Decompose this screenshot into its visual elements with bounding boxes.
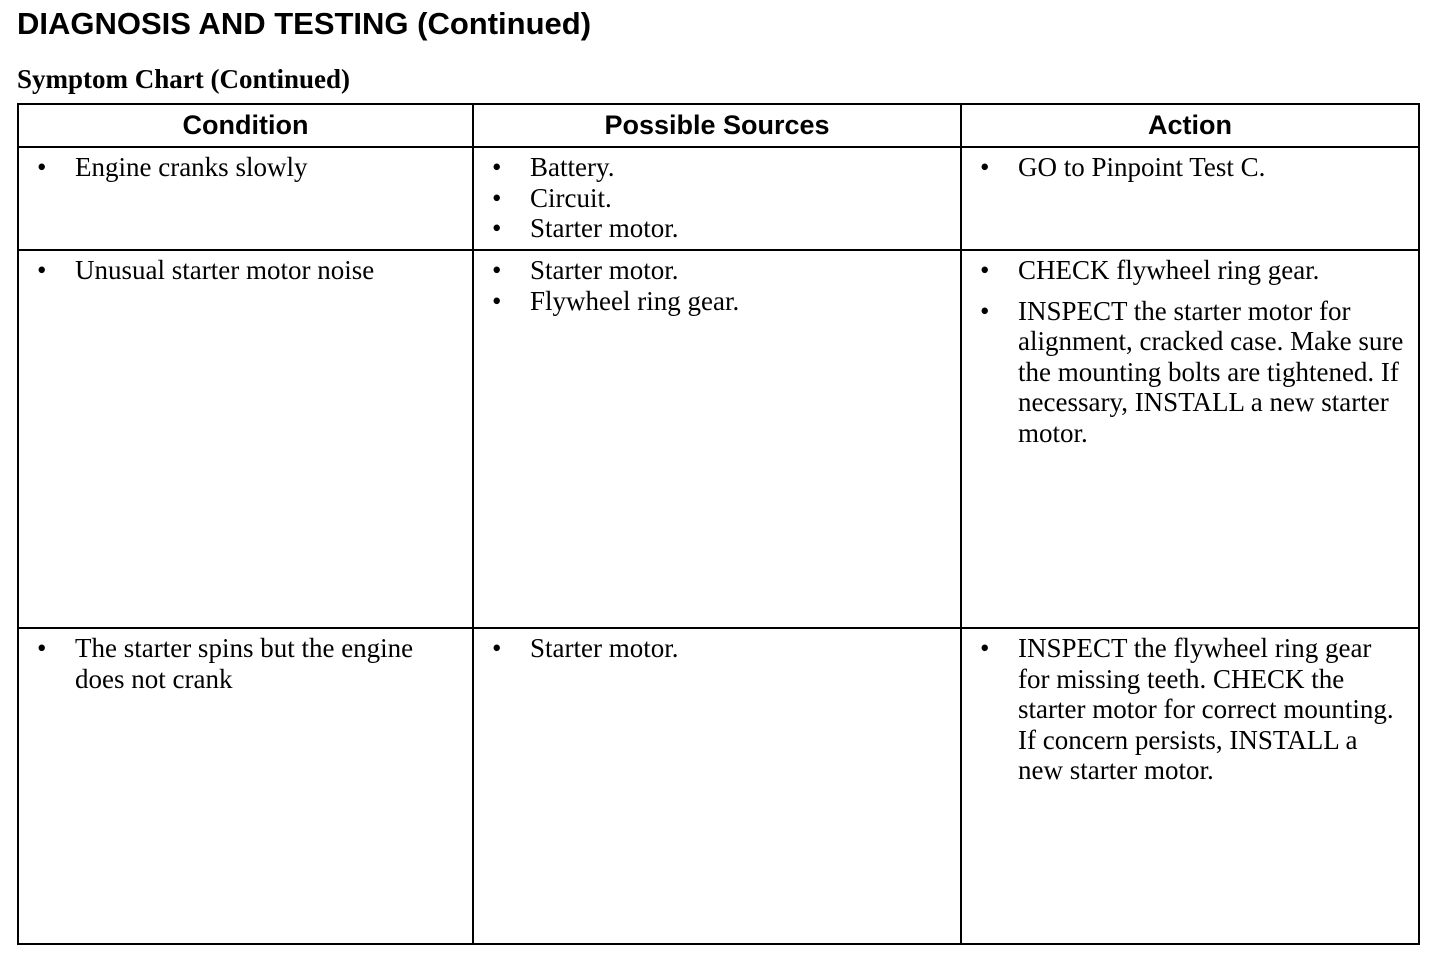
bullet-icon: • <box>37 152 47 182</box>
bullet-icon: • <box>492 152 502 182</box>
condition-cell <box>18 250 473 628</box>
table-header-row <box>18 104 1419 147</box>
bullet-icon: • <box>37 633 47 663</box>
bullet-icon: • <box>492 285 502 316</box>
bullet-icon: • <box>980 295 990 326</box>
bullet-icon: • <box>37 255 47 285</box>
list-item <box>33 152 458 183</box>
action-text: GO to Pinpoint Test C. <box>1018 152 1266 182</box>
sources-cell <box>473 250 961 628</box>
source-text: Starter motor. <box>530 633 679 663</box>
header-possible-sources: Possible Sources <box>473 104 961 147</box>
list-item <box>976 633 1404 786</box>
bullet-icon: • <box>980 152 990 182</box>
bullet-icon: • <box>492 633 502 663</box>
bullet-icon: • <box>492 182 502 213</box>
table-row <box>18 628 1419 944</box>
condition-cell <box>18 147 473 250</box>
list-item <box>976 152 1404 183</box>
condition-text: Unusual starter motor noise <box>75 255 375 285</box>
list-item <box>488 213 946 244</box>
source-text: Battery. <box>530 152 615 182</box>
bullet-icon: • <box>980 633 990 663</box>
list-item <box>488 286 946 317</box>
list-item <box>488 183 946 214</box>
sources-cell <box>473 628 961 944</box>
table-row <box>18 147 1419 250</box>
action-cell <box>961 628 1419 944</box>
bullet-icon: • <box>980 255 990 285</box>
source-text: Flywheel ring gear. <box>530 285 740 316</box>
source-text: Starter motor. <box>530 213 679 243</box>
symptom-chart-table <box>17 103 1420 945</box>
action-text: INSPECT the starter motor for alignment, cracked case. Make sure the mounting bolts are tightened. If necessary, INSTALL a new starter motor. <box>1018 295 1404 448</box>
condition-cell <box>18 628 473 944</box>
bullet-icon: • <box>492 255 502 285</box>
table-row <box>18 250 1419 628</box>
list-item <box>33 255 458 286</box>
list-item <box>976 296 1404 449</box>
section-heading: Symptom Chart (Continued) <box>17 64 351 94</box>
list-item <box>976 255 1404 286</box>
list-item <box>488 255 946 286</box>
condition-text: Engine cranks slowly <box>75 152 308 182</box>
list-item <box>488 633 946 664</box>
list-item <box>33 633 458 694</box>
action-cell <box>961 147 1419 250</box>
sources-cell <box>473 147 961 250</box>
source-text: Starter motor. <box>530 255 679 285</box>
action-text: CHECK flywheel ring gear. <box>1018 255 1320 285</box>
page-heading: DIAGNOSIS AND TESTING (Continued) <box>17 6 592 41</box>
action-text: INSPECT the flywheel ring gear for missing teeth. CHECK the starter motor for correct mounting. If concern persists, INSTALL a new starter motor. <box>1018 633 1394 785</box>
action-cell <box>961 250 1419 628</box>
bullet-icon: • <box>492 213 502 243</box>
list-item <box>488 152 946 183</box>
header-condition: Condition <box>18 104 473 147</box>
condition-text: The starter spins but the engine does not crank <box>75 633 414 694</box>
source-text: Circuit. <box>530 182 612 213</box>
header-action: Action <box>961 104 1419 147</box>
